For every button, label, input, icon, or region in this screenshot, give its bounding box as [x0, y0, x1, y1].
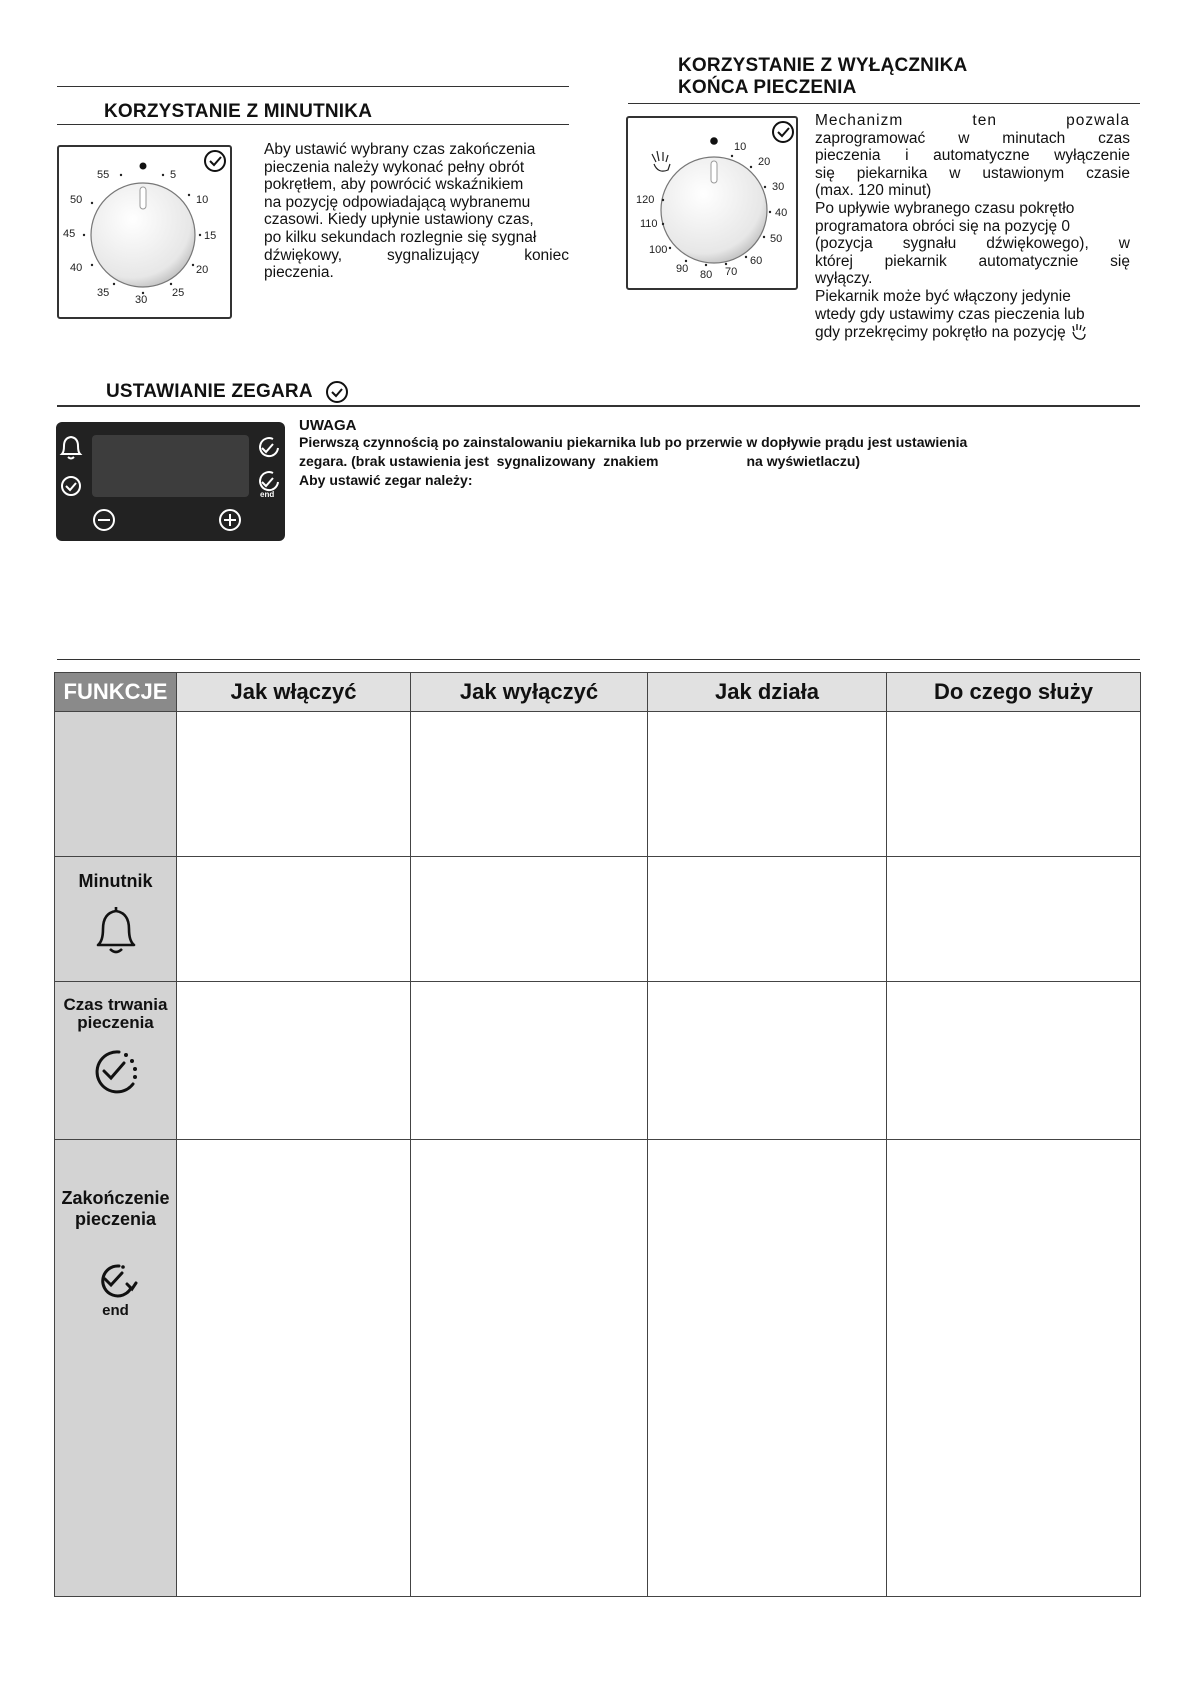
wylacznik-zero-dot [710, 137, 718, 145]
dial-label-30: 30 [772, 181, 785, 193]
dial-label-15: 15 [204, 230, 217, 242]
wylacznik-line: wtedy gdy ustawimy czas pieczenia lub [815, 305, 1085, 323]
wylacznik-heading [678, 55, 967, 99]
table-row [55, 857, 1141, 982]
zegar-note-line1: Pierwszą czynnością po zainstalowaniu piekarnika lub po przerwie w dopływie prądu jest ustawienia [299, 434, 968, 450]
dial-label-120: 120 [636, 194, 655, 206]
zegar-heading: USTAWIANIE ZEGARA [106, 381, 313, 402]
wylacznik-line: Mechanizm ten pozwala [815, 112, 1130, 129]
dial-label-35: 35 [97, 287, 110, 299]
function-name-line2: pieczenia [77, 1013, 154, 1032]
table-cell [887, 857, 1141, 982]
table-cell [177, 982, 411, 1140]
table-cell [177, 712, 411, 857]
table-cell [887, 712, 1141, 857]
table-cell [177, 857, 411, 982]
function-name-line1: Zakończenie [61, 1188, 170, 1208]
end-label: end [102, 1302, 129, 1319]
minutnik-heading: KORZYSTANIE Z MINUTNIKA [104, 101, 373, 122]
table-cell [648, 712, 887, 857]
zegar-note-line2b: na wyświetlaczu) [746, 453, 861, 469]
minutnik-line: po kilku sekundach rozlegnie się sygnał [264, 228, 537, 246]
function-name-line2: pieczenia [74, 1209, 157, 1229]
table-header-row [55, 673, 1141, 712]
zegar-note-line2a: zegara. (brak ustawienia jest sygnalizowany znakiem [299, 453, 659, 469]
wylacznik-line: się piekarnika w ustawionym czasie [815, 164, 1130, 182]
zegar-heading-rule [57, 405, 1140, 407]
clock-check-icon [325, 380, 349, 404]
dial-label-25: 25 [172, 287, 185, 299]
header-funkcje: FUNKCJE [55, 673, 177, 712]
zegar-note-line2 [299, 452, 1139, 471]
timer-check-icon [205, 151, 225, 171]
bell-icon[interactable] [62, 437, 80, 459]
table-cell [411, 857, 648, 982]
wylacznik-dial-illustration [626, 116, 798, 290]
dial-label-55: 55 [97, 169, 110, 181]
minutnik-line: Aby ustawić wybrany czas zakończenia [264, 141, 536, 158]
wylacznik-line: wyłączy. [815, 270, 873, 288]
dial-label-45: 45 [63, 228, 76, 240]
function-cell-czas-trwania [55, 982, 177, 1140]
function-cell-minutnik [55, 857, 177, 982]
table-row [55, 1140, 1141, 1597]
minutnik-line: pieczenia. [264, 264, 334, 282]
duration-icon [89, 1046, 143, 1096]
dial-label-90: 90 [676, 263, 689, 275]
minutnik-line: pieczenia należy wykonać pełny obrót [264, 158, 525, 176]
function-name [55, 1188, 176, 1230]
header-jak-wlaczyc: Jak włączyć [177, 673, 411, 712]
function-cell-zakonczenie [55, 1140, 177, 1597]
header-jak-wylaczyc: Jak wyłączyć [411, 673, 648, 712]
minutnik-line: czasowi. Kiedy upłynie ustawiony czas, [264, 211, 534, 229]
dial-label-30: 30 [135, 294, 148, 306]
wylacznik-line: programatora obróci się na pozycję 0 [815, 217, 1071, 235]
dial-label-10: 10 [734, 141, 747, 153]
table-cell [411, 712, 648, 857]
minutnik-knob-pointer [140, 187, 146, 209]
table-cell [887, 1140, 1141, 1597]
zegar-note-line3: Aby ustawić zegar należy: [299, 472, 473, 488]
dial-label-100: 100 [649, 244, 668, 256]
function-name [55, 996, 176, 1032]
function-name: Minutnik [78, 871, 153, 891]
top-rule-left [57, 86, 569, 87]
table-cell [887, 982, 1141, 1140]
dial-label-20: 20 [758, 156, 771, 168]
minutnik-dial-svg [59, 147, 230, 317]
wylacznik-heading-line2: KOŃCA PIECZENIA [678, 77, 857, 98]
timer-check-icon [773, 122, 793, 142]
function-name-line1: Czas trwania [63, 995, 168, 1014]
end-time-icon [91, 1260, 141, 1306]
table-cell [411, 1140, 648, 1597]
table-cell [648, 982, 887, 1140]
minutnik-line: pokrętłem, aby powrócić wskaźnikiem [264, 176, 524, 194]
clock-check-icon[interactable] [62, 477, 80, 495]
dial-label-80: 80 [700, 269, 713, 281]
wylacznik-knob-pointer [711, 161, 717, 183]
minutnik-zero-dot [140, 163, 147, 170]
wylacznik-description [815, 112, 1130, 342]
panel-icons [56, 422, 285, 541]
wylacznik-dial-svg [628, 118, 796, 288]
wylacznik-line: Po upływie wybranego czasu pokrętło [815, 199, 1075, 217]
dial-label-60: 60 [750, 255, 763, 267]
wylacznik-line: gdy przekręcimy pokrętło na pozycję [815, 324, 1066, 342]
hand-icon [1070, 323, 1088, 341]
dial-label-50: 50 [70, 194, 83, 206]
duration-icon[interactable] [260, 438, 278, 456]
dial-label-20: 20 [196, 264, 209, 276]
dial-label-50: 50 [770, 233, 783, 245]
bell-icon [93, 903, 139, 955]
wylacznik-line: (pozycja sygnału dźwiękowego), w [815, 235, 1130, 253]
minutnik-line: na pozycję odpowiadającą wybranemu [264, 193, 531, 211]
dial-label-10: 10 [196, 194, 209, 206]
zegar-heading-row [106, 380, 349, 404]
minutnik-dial-illustration [57, 145, 232, 319]
table-cell [177, 1140, 411, 1597]
table-cell [648, 1140, 887, 1597]
plus-icon[interactable] [220, 510, 240, 530]
minutnik-heading-rule [57, 124, 569, 125]
hand-icon [652, 151, 670, 171]
wylacznik-line-last [815, 323, 1130, 342]
dial-label-5: 5 [170, 169, 177, 181]
functions-table [54, 672, 1141, 1597]
minus-icon[interactable] [94, 510, 114, 530]
wylacznik-heading-rule [628, 103, 1140, 104]
dial-label-40: 40 [70, 262, 83, 274]
table-row [55, 982, 1141, 1140]
wylacznik-line: (max. 120 minut) [815, 182, 932, 200]
dial-label-70: 70 [725, 266, 738, 278]
wylacznik-line: zaprogramować w minutach czas [815, 129, 1130, 147]
minutnik-line: dźwiękowy, sygnalizujący koniec [264, 246, 569, 264]
end-time-icon[interactable] [260, 472, 278, 490]
table-cell [648, 857, 887, 982]
header-jak-dziala: Jak działa [648, 673, 887, 712]
uwaga-title: UWAGA [299, 417, 357, 434]
wylacznik-heading-line1: KORZYSTANIE Z WYŁĄCZNIKA [678, 55, 968, 76]
wylacznik-line: Piekarnik może być włączony jedynie [815, 287, 1071, 305]
clock-control-panel [56, 422, 285, 541]
table-top-rule [57, 659, 1140, 660]
end-label: end [260, 490, 275, 499]
table-row [55, 712, 1141, 857]
wylacznik-line: której piekarnik automatycznie się [815, 252, 1130, 270]
function-cell-empty [55, 712, 177, 857]
header-do-czego-sluzy: Do czego służy [887, 673, 1141, 712]
dial-label-40: 40 [775, 207, 788, 219]
wylacznik-line: pieczenia i automatyczne wyłączenie [815, 147, 1130, 165]
dial-label-110: 110 [640, 218, 658, 230]
minutnik-description [264, 141, 569, 282]
zegar-note [299, 416, 1139, 490]
table-cell [411, 982, 648, 1140]
